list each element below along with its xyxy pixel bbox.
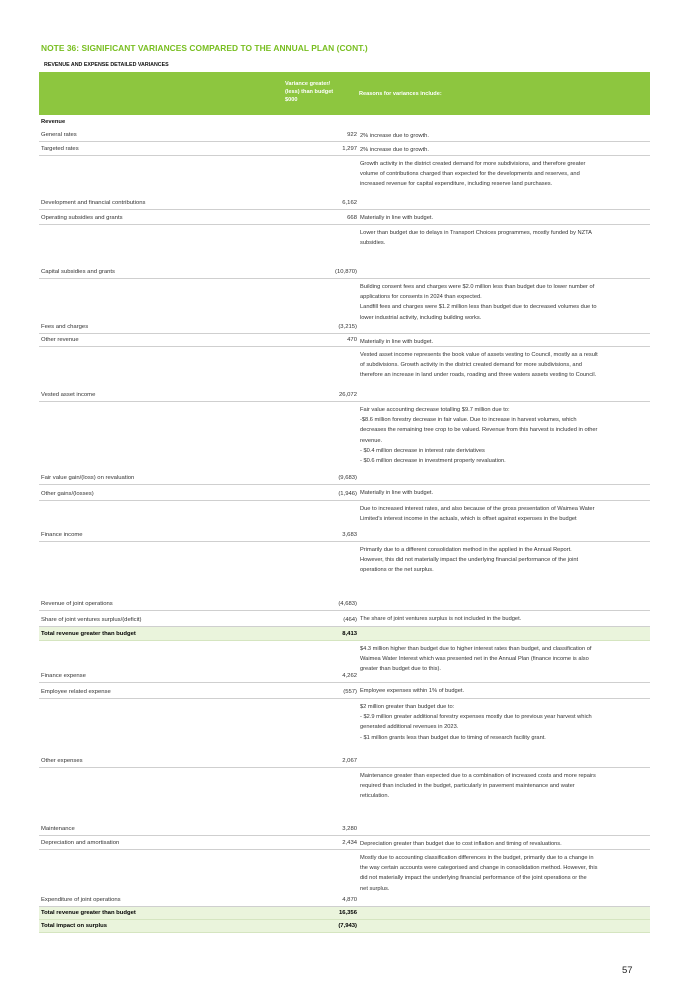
variance-value: (10,870) — [335, 269, 357, 275]
table-row — [39, 210, 650, 225]
variance-value: 4,870 — [342, 897, 357, 903]
table-row — [39, 334, 650, 347]
reason-line: did not materially impact the underlying financial performance of the joint operations or the — [360, 875, 587, 882]
table-row — [39, 347, 650, 402]
table-row — [39, 542, 650, 611]
table-row — [39, 156, 650, 210]
variance-header-line: (less) than budget — [285, 89, 334, 95]
row-label: Other expenses — [41, 758, 83, 764]
variance-reasons — [360, 614, 648, 624]
reason-line: $2 million greater than budget due to: — [360, 704, 455, 710]
variance-reasons — [360, 771, 648, 802]
row-label: Expenditure of joint operations — [41, 897, 121, 903]
reasons-column-header: Reasons for variances include: — [359, 91, 442, 97]
row-label: Finance income — [41, 532, 83, 538]
reason-line: applications for consents in 2024 than expected. — [360, 294, 482, 301]
table-row — [39, 402, 650, 485]
reason-line: of subdivisions. Growth activity in the district created demand for more subdivisions, and — [360, 362, 582, 369]
variance-reasons — [360, 131, 648, 141]
row-label: Capital subsidies and grants — [41, 269, 116, 275]
variance-table-body — [39, 128, 650, 933]
reason-line: Waimea Water Interest which was presented net in the Annual Plan (finance income is also — [360, 656, 589, 663]
variance-value: 3,683 — [342, 532, 357, 538]
reason-line: Primarily due to a different consolidation method in the applied in the Annual Report. — [360, 547, 572, 553]
table-row — [39, 485, 650, 501]
variance-reasons — [360, 213, 648, 223]
reason-line: revenue. — [360, 437, 383, 444]
reason-line: generated additional revenues in 2023. — [360, 724, 459, 731]
table-row — [39, 836, 650, 850]
variance-value: 16,356 — [338, 910, 357, 916]
row-label: Total impact on surplus — [41, 923, 108, 929]
reason-line: Growth activity in the district created demand for more subdivisions, and therefore greater — [360, 161, 586, 167]
variance-reasons — [360, 159, 648, 190]
reason-line: Materially in line with budget. — [360, 339, 434, 345]
reason-line: volume of contributions charged than expected for the developments and reserves, and — [360, 171, 580, 178]
reason-line: operations or the net surplus. — [360, 567, 434, 574]
variance-reasons — [360, 488, 648, 498]
table-row — [39, 128, 650, 142]
row-label: Depreciation and amortisation — [41, 840, 120, 846]
variance-header-line: $000 — [285, 97, 298, 103]
variance-reasons — [360, 337, 648, 347]
reason-line: increased revenue for capital expenditure, including reserve land purchases. — [360, 181, 553, 188]
row-label: Fair value gain/(loss) on revaluation — [41, 475, 135, 481]
variance-value: 26,072 — [338, 392, 357, 398]
reason-line: Due to increased interest rates, and also because of the gross presentation of Waimea Water — [360, 506, 595, 512]
total-row — [39, 627, 650, 641]
revenue-group-label: Revenue — [41, 119, 66, 125]
table-row — [39, 641, 650, 683]
reason-line: the way certain accounts were categorised and change in consolidation method. However, this — [360, 865, 598, 872]
variance-reasons — [360, 145, 648, 155]
row-label: Fees and charges — [41, 324, 89, 330]
table-row — [39, 850, 650, 907]
row-label: Share of joint ventures surplus/(deficit) — [41, 617, 142, 623]
reason-line: Mostly due to accounting classification differences in the budget, primarily due to a change in — [360, 855, 594, 861]
reason-line: - $0.4 million decrease in interest rate deriviatives — [360, 447, 485, 454]
reason-line: required than included in the budget, particularly in pavement maintenance and water — [360, 783, 575, 790]
variance-column-header — [285, 80, 349, 104]
row-label: Other revenue — [41, 337, 79, 343]
row-label: Development and financial contributions — [41, 200, 146, 206]
row-label: Operating subsidies and grants — [41, 215, 123, 221]
reason-line: Vested asset income represents the book value of assets vesting to Council, mostly as a result — [360, 352, 598, 358]
table-row — [39, 611, 650, 627]
reason-line: reticulation. — [360, 793, 390, 800]
variance-reasons — [360, 853, 648, 894]
table-row — [39, 699, 650, 768]
row-label: General rates — [41, 132, 77, 138]
row-label: Total revenue greater than budget — [41, 910, 136, 916]
table-row — [39, 768, 650, 836]
variance-value: 4,262 — [342, 673, 357, 679]
reason-line: Depreciation greater than budget due to cost inflation and timing of revaluations. — [360, 841, 562, 847]
variance-value: 3,280 — [342, 826, 357, 832]
total-row — [39, 920, 650, 933]
variance-value: 470 — [347, 337, 357, 343]
row-label: Targeted rates — [41, 146, 79, 152]
variance-reasons — [360, 644, 648, 675]
section-title: REVENUE AND EXPENSE DETAILED VARIANCES — [44, 62, 169, 68]
variance-value: (3,215) — [338, 324, 357, 330]
reason-line: -$8.6 million forestry decrease in fair value. Due to increase in harvest volumes, which — [360, 417, 577, 424]
page-number: 57 — [622, 965, 633, 976]
variance-reasons — [360, 504, 648, 524]
total-row — [39, 907, 650, 920]
row-label: Maintenance — [41, 826, 75, 832]
reason-line: 2% increase due to growth. — [360, 147, 429, 153]
variance-reasons — [360, 350, 648, 381]
reason-line: therefore an increase in land under roads, roading and three waters assets vesting to Council. — [360, 372, 597, 379]
table-row — [39, 225, 650, 279]
variance-reasons — [360, 839, 648, 849]
variance-value: 8,413 — [342, 631, 357, 637]
reason-line: - $1 million grants less than budget due to timing of research facility grant. — [360, 734, 546, 741]
variance-reasons — [360, 405, 648, 466]
reason-line: Maintenance greater than expected due to a combination of increased costs and more repairs — [360, 773, 596, 779]
reason-line: - $0.6 million decrease in investment property revaluation. — [360, 458, 506, 465]
row-label: Total revenue greater than budget — [41, 631, 136, 637]
table-row — [39, 683, 650, 699]
variance-reasons — [360, 282, 648, 323]
table-row — [39, 142, 650, 156]
reason-line: decreases the remaining tree crop to be valued. Revenue from this harvest is included in other — [360, 427, 598, 434]
reason-line: lower industrial activity, including building works. — [360, 314, 482, 321]
reason-line: $4.3 million higher than budget due to higher interest rates than budget, and classification of — [360, 646, 592, 652]
reason-line: Fair value accounting decrease totalling $9.7 million due to: — [360, 407, 510, 413]
reason-line: net surplus. — [360, 885, 390, 892]
reason-line: Employee expenses within 1% of budget. — [360, 688, 465, 694]
table-row — [39, 279, 650, 334]
reason-line: 2% increase due to growth. — [360, 133, 429, 139]
variance-reasons — [360, 545, 648, 576]
reason-line: - $2.9 million greater additional forestry expenses mostly due to previous year harvest which — [360, 714, 592, 721]
reason-line: greater than budget due to this). — [360, 666, 441, 673]
variance-value: (464) — [343, 617, 357, 623]
reason-line: Limited's interest income in the actuals, which is offset against expenses in the budget — [360, 516, 577, 523]
variance-value: 2,434 — [342, 840, 357, 846]
reason-line: The share of joint ventures surplus is not included in the budget. — [360, 616, 522, 622]
reason-line: Lower than budget due to delays in Transport Choices programmes, mostly funded by NZTA — [360, 230, 592, 236]
variance-header-line: Variance greater/ — [285, 81, 331, 87]
variance-value: (4,683) — [338, 601, 357, 607]
row-label: Vested asset income — [41, 392, 96, 398]
reason-line: Building consent fees and charges were $2.0 million less than budget due to lower number of — [360, 284, 595, 290]
variance-reasons — [360, 228, 648, 248]
variance-value: (1,946) — [338, 491, 357, 497]
page-title: NOTE 36: SIGNIFICANT VARIANCES COMPARED TO THE ANNUAL PLAN (CONT.) — [41, 43, 368, 53]
reason-line: subsidies. — [360, 240, 386, 247]
variance-value: 668 — [347, 215, 357, 221]
row-label: Revenue of joint operations — [41, 601, 113, 607]
reason-line: Materially in line with budget. — [360, 215, 434, 221]
reason-line: Landfill fees and charges were $1.2 million less than budget due to decreased volumes due to — [360, 304, 597, 311]
variance-value: 2,067 — [342, 758, 357, 764]
table-header — [39, 72, 650, 115]
variance-value: (7,943) — [338, 923, 357, 929]
row-label: Other gains/(losses) — [41, 491, 94, 497]
row-label: Employee related expense — [41, 689, 111, 695]
row-label: Finance expense — [41, 673, 86, 679]
variance-value: (557) — [343, 689, 357, 695]
variance-value: (9,683) — [338, 475, 357, 481]
variance-reasons — [360, 686, 648, 696]
variance-value: 922 — [347, 132, 357, 138]
variance-value: 6,162 — [342, 200, 357, 206]
table-row — [39, 501, 650, 542]
reason-line: Materially in line with budget. — [360, 490, 434, 496]
variance-value: 1,297 — [342, 146, 357, 152]
reason-line: However, this did not materially impact the underlying financial performance of the joint — [360, 557, 579, 564]
variance-reasons — [360, 702, 648, 743]
